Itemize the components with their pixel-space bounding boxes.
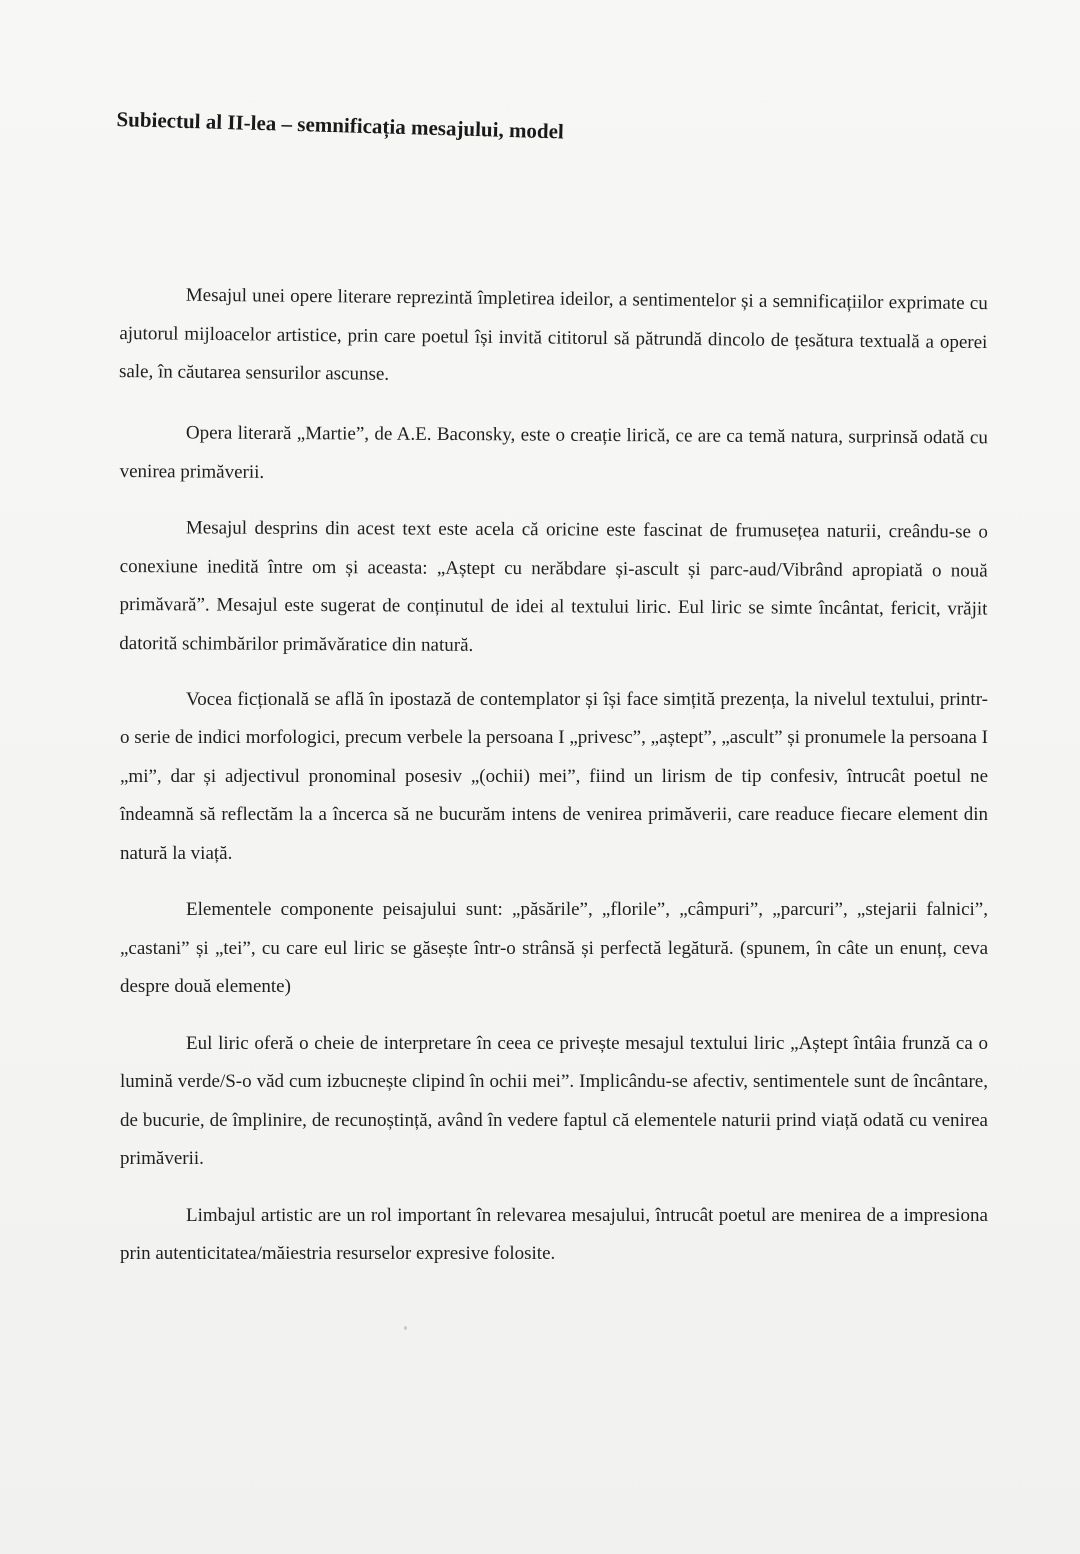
paragraph-artistic-language: Limbajul artistic are un rol important în relevarea mesajului, întrucât poetul are menirea de a impresiona prin autenticitatea/măiestria resurselor expresive folosite. xyxy=(120,1204,988,1264)
scan-speck xyxy=(404,1326,407,1330)
paragraph-work-theme: Opera literară „Martie”, de A.E. Baconsky, este o creație lirică, ce are ca temă natura, surprinsă odată cu venirea primăverii. xyxy=(119,421,988,482)
paragraph-lyrical-voice: Vocea ficțională se află în ipostază de contemplator și își face simțită prezența, la nivelul textului, printr-o serie de indici morfologici, precum verbele la persoana I „privesc”, „aștept”, „ascult” și pronumele la persoana I „mi”, dar și adjectivul pronominal posesiv „(ochii) mei”, fiind un lirism de tip confesiv, întrucât poetul ne îndeamnă să reflectăm la a încerca să ne bucurăm intens de venirea primăverii, care readuce fiecare element din natură la viață. xyxy=(120,688,988,864)
document-title: Subiectul al II-lea – semnificația mesajului, model xyxy=(116,106,565,144)
paragraph-landscape-elements: Elementele componente peisajului sunt: „păsările”, „florile”, „câmpuri”, „parcuri”, „stejarii falnici”, „castani” și „tei”, cu care eul liric se găsește într-o strânsă și perfectă legătură. (spunem, în câte un enunț, ceva despre două elemente) xyxy=(120,899,988,997)
paragraph-definition: Mesajul unei opere literare reprezintă împletirea ideilor, a sentimentelor și a semnificațiilor exprimate cu ajutorul mijloacelor artistice, prin care poetul își invită cititorul să pătrundă dincolo de țesătura textuală a operei sale, în căutarea sensurilor ascunse. xyxy=(118,284,988,385)
document-body xyxy=(120,276,988,1292)
paragraph-message: Mesajul desprins din acest text este acela că oricine este fascinat de frumusețea naturii, creându-se o conexiune inedită între om și aceasta: „Aștept cu nerăbdare și-ascult și parc-aud/Vibrând apropiată o nouă primăvară”. Mesajul este sugerat de conținutul de idei al textului liric. Eul liric se simte încântat, fericit, vrăjit datorită schimbărilor primăvăratice din natură. xyxy=(119,516,988,655)
paragraph-interpretation-key: Eul liric oferă o cheie de interpretare în ceea ce privește mesajul textului liric „Aștept întâia frunză ca o lumină verde/S-o văd cum izbucnește clipind în ochii mei”. Implicându-se afectiv, sentimentele sunt de încântare, de bucurie, de împlinire, de recunoștință, având în vedere faptul că elementele naturii prind viață odată cu venirea primăverii. xyxy=(120,1032,988,1169)
